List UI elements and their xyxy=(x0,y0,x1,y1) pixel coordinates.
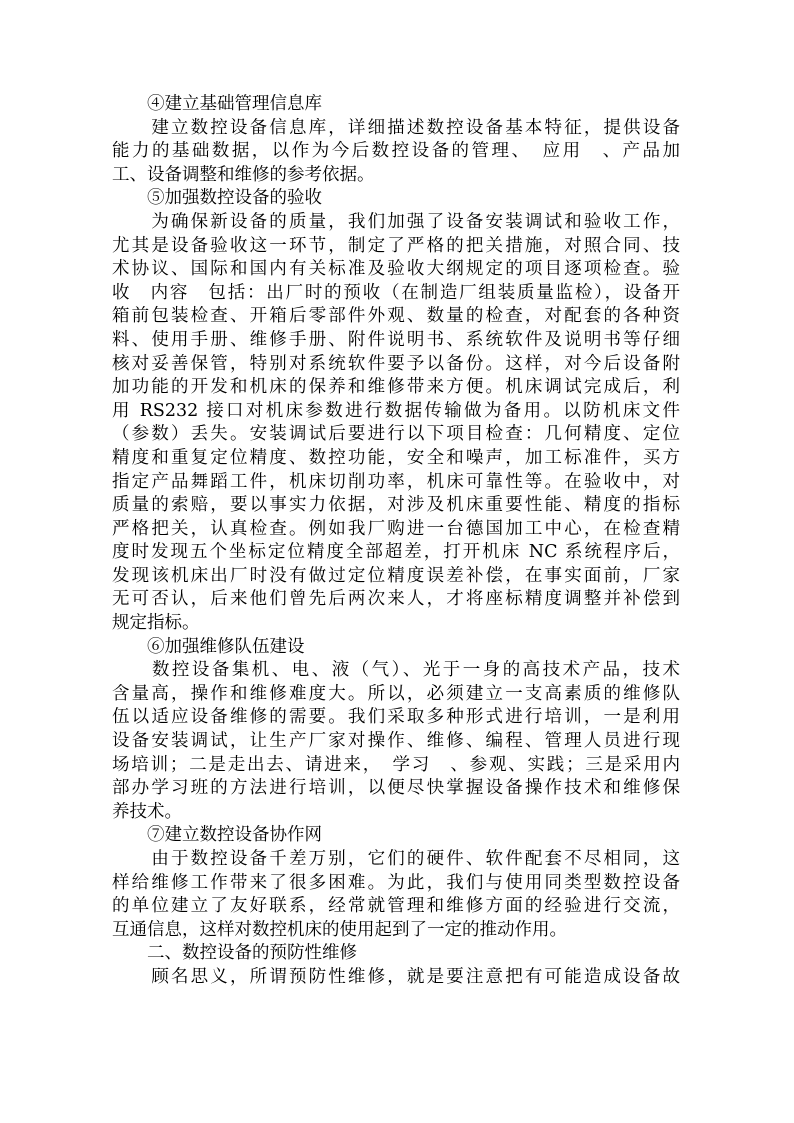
paragraph-line: 为确保新设备的质量，我们加强了设备安装调试和验收工作， xyxy=(112,211,680,232)
paragraph-line: 指定产品舞蹈工件，机床切削功率，机床可靠性等。在验收中，对 xyxy=(112,471,680,492)
paragraph-line: 工、设备调整和维修的参考依据。 xyxy=(112,164,375,185)
paragraph-line: 部办学习班的方法进行培训，以便尽快掌握设备操作技术和维修保 xyxy=(112,778,680,799)
section-heading: ④建立基础管理信息库 xyxy=(112,94,322,114)
paragraph-line: 顾名思义，所谓预防性维修，就是要注意把有可能造成设备故 xyxy=(112,966,680,987)
paragraph-line: 能力的基础数据，以作为今后数控设备的管理、 应用 、产品加 xyxy=(112,141,680,162)
paragraph-line: 发现该机床出厂时没有做过定位精度误差补偿，在事实面前，厂家 xyxy=(112,565,680,586)
paragraph-line: （参数）丢失。安装调试后要进行以下项目检查：几何精度、定位 xyxy=(112,424,680,445)
paragraph-line: 伍以适应设备维修的需要。我们采取多种形式进行培训，一是利用 xyxy=(112,707,680,728)
paragraph-line: 样给维修工作带来了很多困难。为此，我们与使用同类型数控设备 xyxy=(112,872,680,893)
paragraph-line: 场培训；二是走出去、请进来， 学习 、参观、实践；三是采用内 xyxy=(112,754,680,775)
paragraph-line: 度时发现五个坐标定位精度全部超差，打开机床 NC 系统程序后， xyxy=(112,542,680,563)
paragraph-line: 设备安装调试，让生产厂家对操作、维修、编程、管理人员进行现 xyxy=(112,731,680,752)
paragraph-line: 养技术。 xyxy=(112,801,182,822)
section-heading: 二、数控设备的预防性维修 xyxy=(112,943,357,964)
paragraph-line: 含量高，操作和维修难度大。所以，必须建立一支高素质的维修队 xyxy=(112,683,680,704)
paragraph-line: 用 RS232 接口对机床参数进行数据传输做为备用。以防机床文件 xyxy=(112,400,680,421)
paragraph-line: 质量的索赔，要以事实力依据，对涉及机床重要性能、精度的指标 xyxy=(112,495,680,516)
paragraph-line: 核对妥善保管，特别对系统软件要予以备份。这样，对今后设备附 xyxy=(112,353,680,374)
section-heading: ⑦建立数控设备协作网 xyxy=(112,825,322,846)
paragraph-line: 收 内容 包括：出厂时的预收（在制造厂组装质量监检），设备开 xyxy=(112,282,680,303)
paragraph-line: 加功能的开发和机床的保养和维修带来方便。机床调试完成后，利 xyxy=(112,377,680,398)
paragraph-line: 术协议、国际和国内有关标准及验收大纲规定的项目逐项检查。验 xyxy=(112,259,680,280)
section-heading: ⑤加强数控设备的验收 xyxy=(112,188,322,209)
paragraph-line: 箱前包装检查、开箱后零部件外观、数量的检查，对配套的各种资 xyxy=(112,306,680,327)
paragraph-line: 料、使用手册、维修手册、附件说明书、系统软件及说明书等仔细 xyxy=(112,329,680,350)
section-heading: ⑥加强维修队伍建设 xyxy=(112,636,305,657)
paragraph-line: 建立数控设备信息库，详细描述数控设备基本特征，提供设备 xyxy=(112,117,680,138)
paragraph-line: 严格把关，认真检查。例如我厂购进一台德国加工中心，在检查精 xyxy=(112,518,680,539)
paragraph-line: 尤其是设备验收这一环节，制定了严格的把关措施，对照合同、技 xyxy=(112,235,680,256)
paragraph-line: 规定指标。 xyxy=(112,613,200,634)
paragraph-line: 无可否认，后来他们曾先后两次来人，才将座标精度调整并补偿到 xyxy=(112,589,680,610)
paragraph-line: 数控设备集机、电、液（气）、光于一身的高技术产品，技术 xyxy=(112,660,680,681)
document-body xyxy=(112,93,680,990)
paragraph-line: 互通信息，这样对数控机床的使用起到了一定的推动作用。 xyxy=(112,919,567,940)
paragraph-line: 的单位建立了友好联系，经常就管理和维修方面的经验进行交流， xyxy=(112,896,680,917)
paragraph-line: 由于数控设备千差万别，它们的硬件、软件配套不尽相同，这 xyxy=(112,849,680,869)
paragraph-line: 精度和重复定位精度、数控功能，安全和噪声，加工标准件，买方 xyxy=(112,447,680,468)
